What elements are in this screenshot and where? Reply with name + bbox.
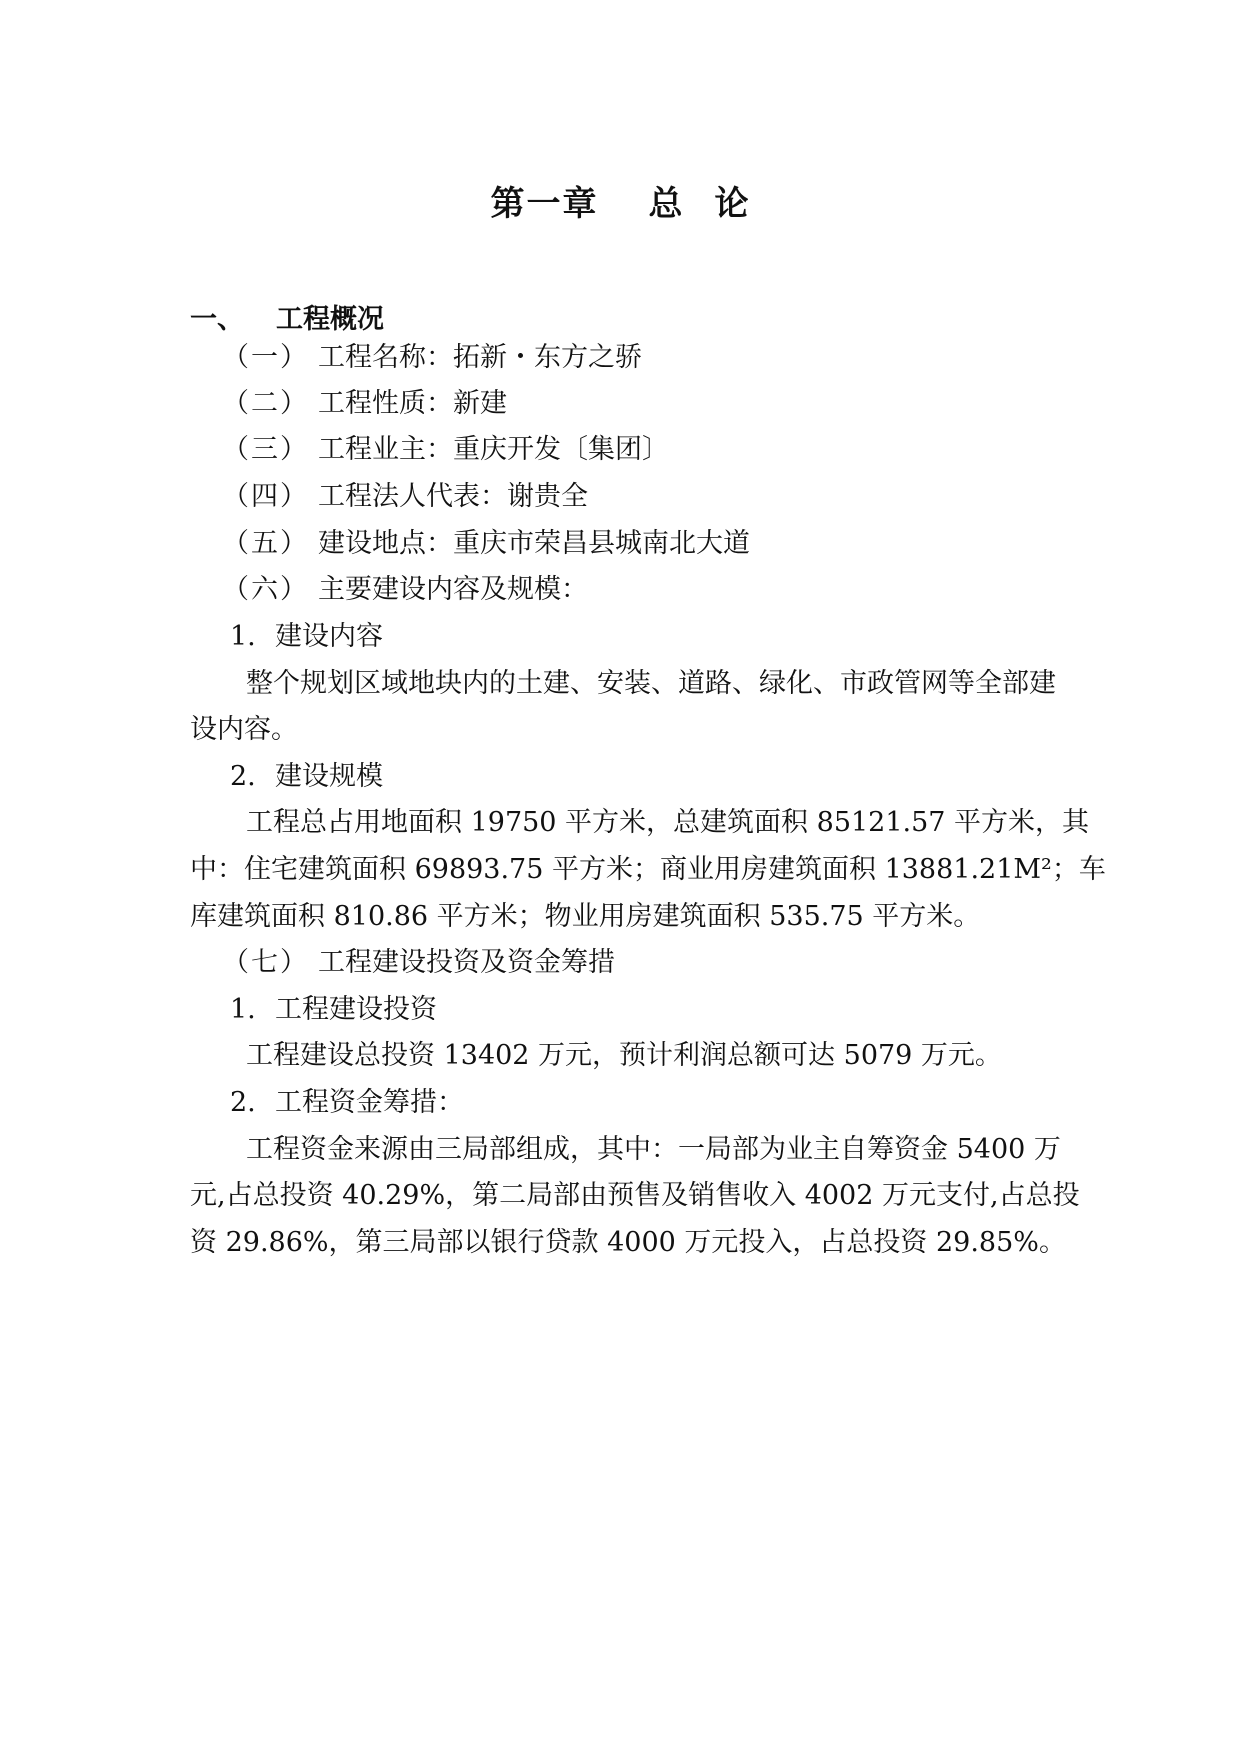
item-number: （二） [222, 388, 309, 419]
chapter-title [0, 182, 1241, 226]
item-text: 工程性质：新建 [318, 388, 507, 419]
paragraph-line: 工程总占用地面积 19750 平方米，总建筑面积 85121.57 平方米，其 [246, 807, 1090, 838]
sub-item-text: 工程建设投资 [275, 994, 437, 1025]
paragraph-line: 设内容。 [190, 714, 298, 745]
sub-item-number: 2. [230, 1087, 256, 1118]
paragraph-line: 中：住宅建筑面积 69893.75 平方米；商业用房建筑面积 13881.21M²；车 [190, 854, 1106, 885]
item-number: （一） [222, 342, 309, 373]
paragraph-line: 元,占总投资 40.29%，第二局部由预售及销售收入 4002 万元支付,占总投 [190, 1180, 1080, 1211]
item-text: 工程法人代表：谢贵全 [318, 481, 588, 512]
sub-item-text: 建设内容 [275, 621, 383, 652]
item-text: 主要建设内容及规模： [318, 574, 588, 605]
sub-item-text: 工程资金筹措： [275, 1087, 464, 1118]
paragraph-line: 库建筑面积 810.86 平方米；物业用房建筑面积 535.75 平方米。 [190, 901, 981, 932]
item-number: （五） [222, 528, 309, 559]
item-number: （四） [222, 481, 309, 512]
sub-item-number: 2. [230, 761, 256, 792]
paragraph-line: 资 29.86%，第三局部以银行贷款 4000 万元投入，占总投资 29.85%。 [190, 1227, 1066, 1258]
sub-item-number: 1. [230, 994, 256, 1025]
chapter-title-char-2: 论 [714, 184, 751, 224]
sub-item-text: 建设规模 [275, 761, 383, 792]
paragraph-line: 整个规划区域地块内的土建、安装、道路、绿化、市政管网等全部建 [246, 668, 1056, 699]
section-title: 工程概况 [276, 304, 384, 335]
chapter-number: 第一章 [490, 184, 599, 224]
paragraph-line: 工程资金来源由三局部组成，其中：一局部为业主自筹资金 5400 万 [246, 1134, 1061, 1165]
item-text: 工程业主：重庆开发〔集团〕 [318, 434, 669, 465]
sub-item-number: 1. [230, 621, 256, 652]
chapter-title-char-1: 总 [648, 184, 685, 224]
item-number: （七） [222, 947, 309, 978]
item-number: （六） [222, 574, 309, 605]
item-text: 建设地点：重庆市荣昌县城南北大道 [318, 528, 750, 559]
item-text: 工程建设投资及资金筹措 [318, 947, 615, 978]
item-number: （三） [222, 434, 309, 465]
paragraph-line: 工程建设总投资 13402 万元，预计利润总额可达 5079 万元。 [246, 1040, 1002, 1071]
section-number: 一、 [190, 304, 244, 335]
item-text: 工程名称：拓新・东方之骄 [318, 342, 642, 373]
section-heading [190, 300, 384, 340]
